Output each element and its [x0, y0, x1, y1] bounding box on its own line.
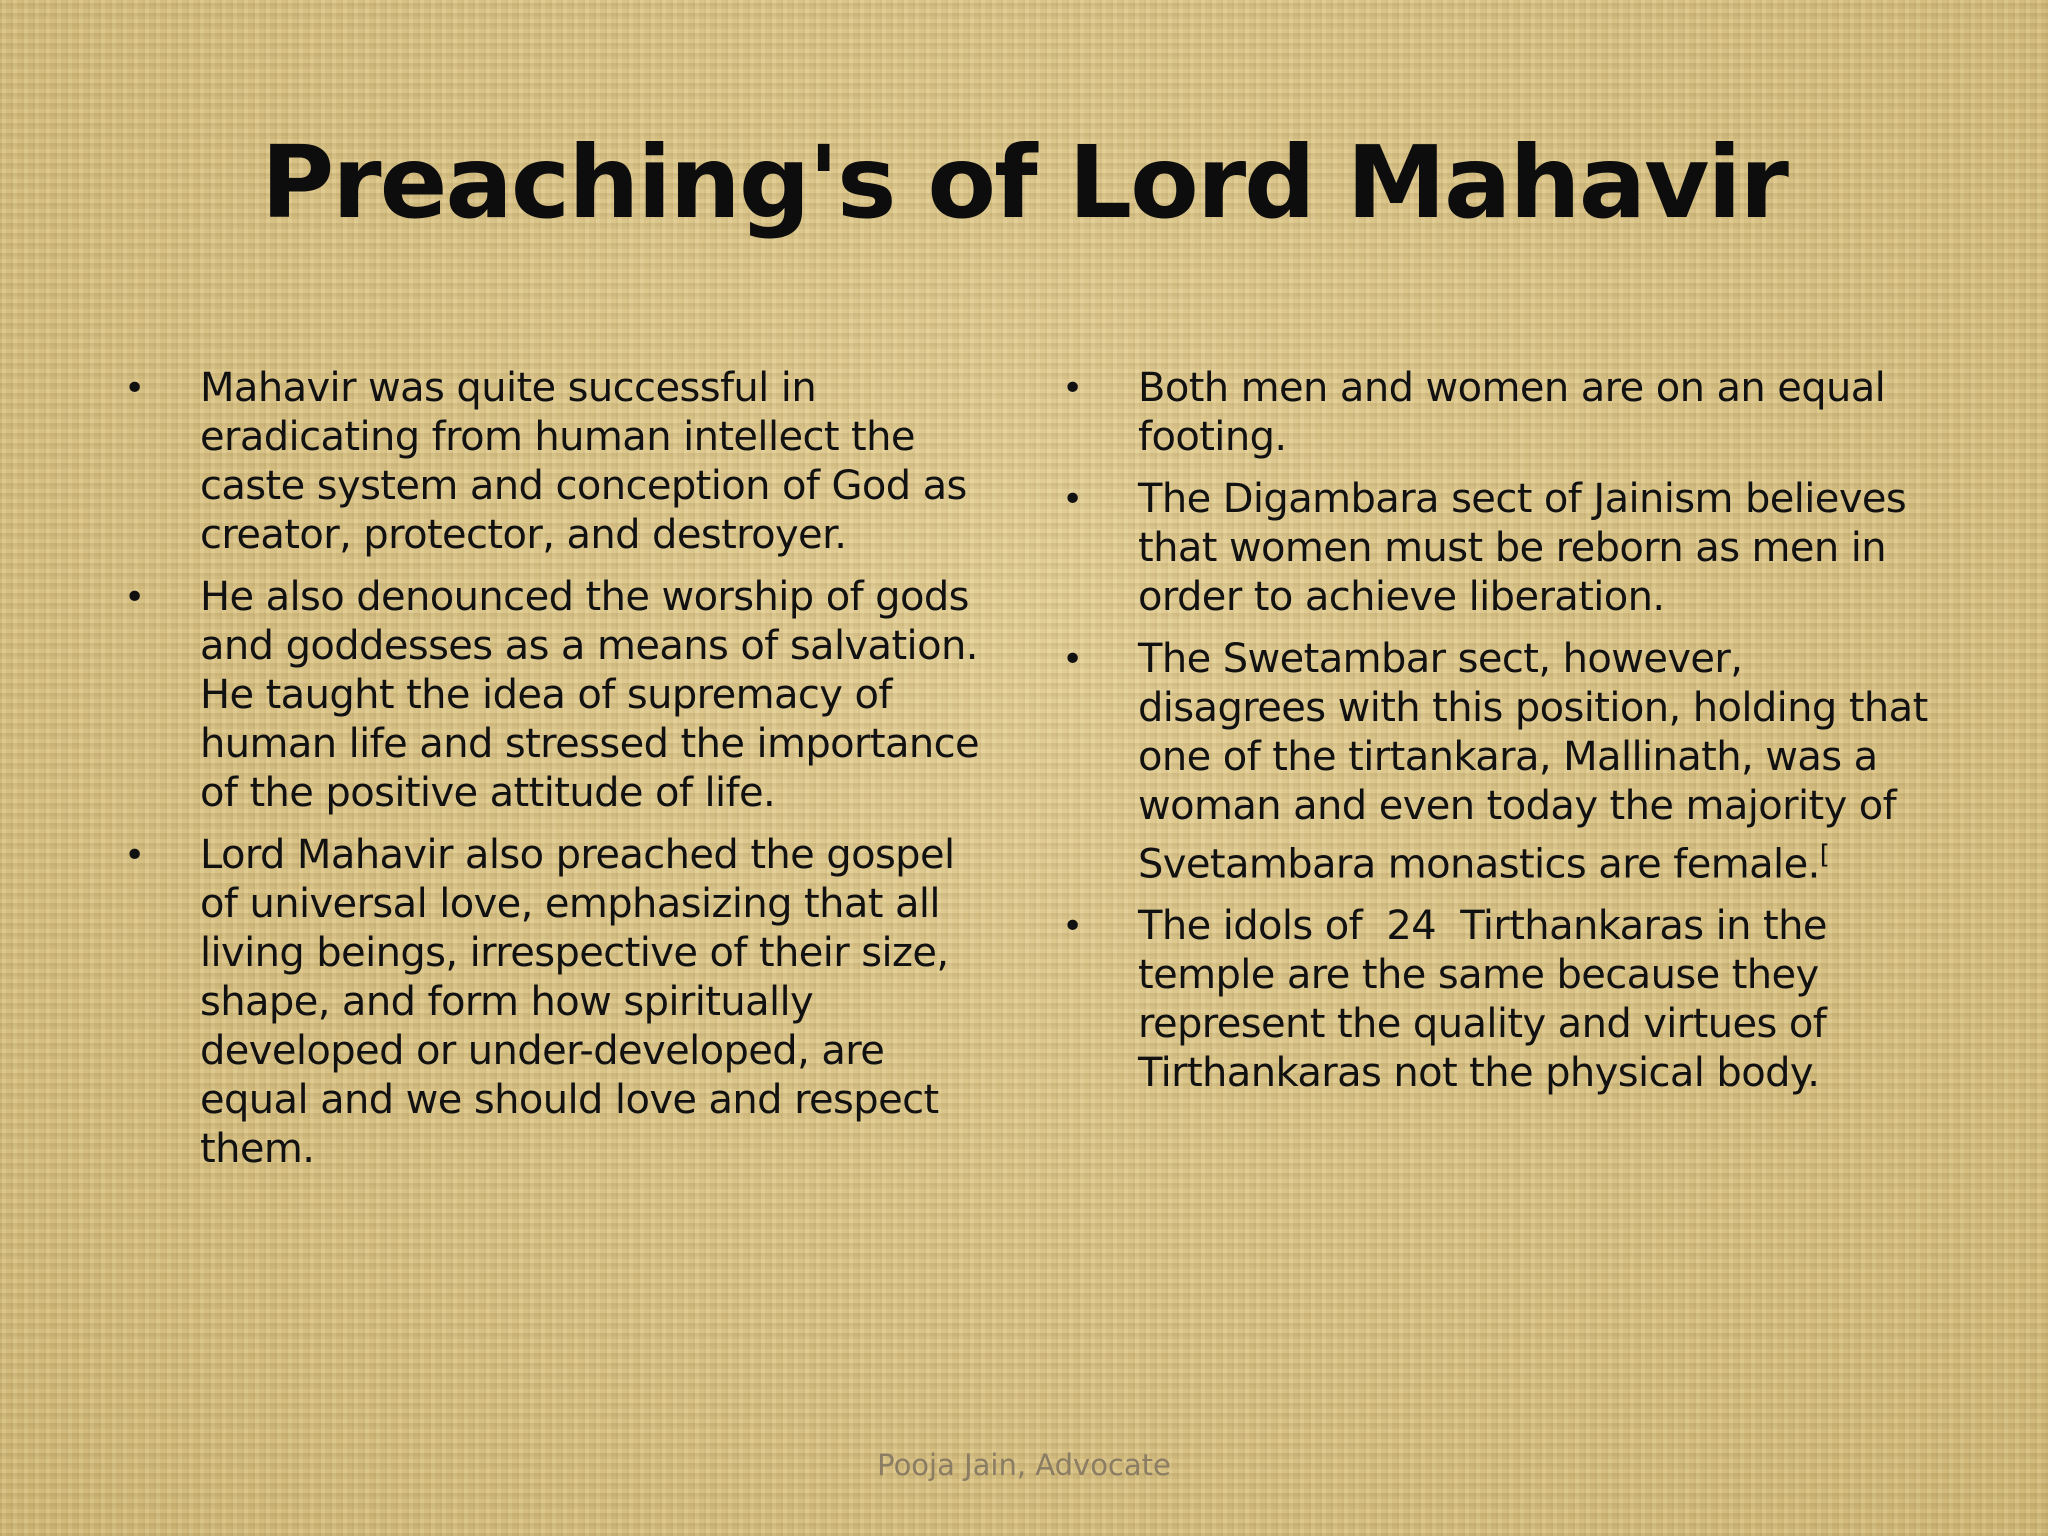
bullet-item: [1058, 364, 1938, 462]
bullet-item: [120, 831, 1000, 1174]
bullet-item: [120, 364, 1000, 560]
slide-title: Preaching's of Lord Mahavir: [261, 124, 1787, 241]
bullet-text: Lord Mahavir also preached the gospel of universal love, emphasizing that all living beings, irrespective of their size, shape, and form how spiritually developed or under-developed, are equal and we should love and respect them.: [200, 832, 955, 1172]
bullet-dot-icon: •: [1062, 639, 1083, 680]
bullet-item: [120, 573, 1000, 818]
bullet-dot-icon: •: [1062, 479, 1083, 520]
bullet-text: The Swetambar sect, however, disagrees with this position, holding that one of the tirtankara, Mallinath, was a woman and even today the majority of Svetambara monastics are female.: [1138, 636, 1928, 888]
bullet-dot-icon: •: [1062, 368, 1083, 409]
bullet-text: Mahavir was quite successful in eradicating from human intellect the caste system and conception of God as creator, protector, and destroyer.: [200, 365, 967, 558]
bullet-dot-icon: •: [1062, 906, 1083, 948]
left-bullet-list: [120, 364, 1000, 1187]
bullet-item: [1058, 902, 1938, 1098]
bullet-item: [1058, 635, 1938, 889]
right-bullet-list: [1058, 364, 1938, 1111]
bullet-dot-icon: •: [124, 577, 145, 618]
bullet-item: [1058, 475, 1938, 622]
bullet-text: The idols of 24 Tirthankaras in the temple are the same because they represent the quality and virtues of Tirthankaras not the physical body.: [1138, 903, 1839, 1097]
footer-author: Pooja Jain, Advocate: [877, 1448, 1171, 1482]
bullet-dot-icon: •: [124, 368, 145, 409]
bullet-text: The Digambara sect of Jainism believes that women must be reborn as men in order to achieve liberation.: [1138, 476, 1907, 620]
bullet-text: Both men and women are on an equal footing.: [1138, 365, 1886, 460]
bullet-text: He also denounced the worship of gods and goddesses as a means of salvation. He taught the idea of supremacy of human life and stressed the importance of the positive attitude of life.: [200, 574, 980, 816]
citation-mark: [: [1819, 840, 1830, 870]
bullet-dot-icon: •: [124, 835, 145, 876]
